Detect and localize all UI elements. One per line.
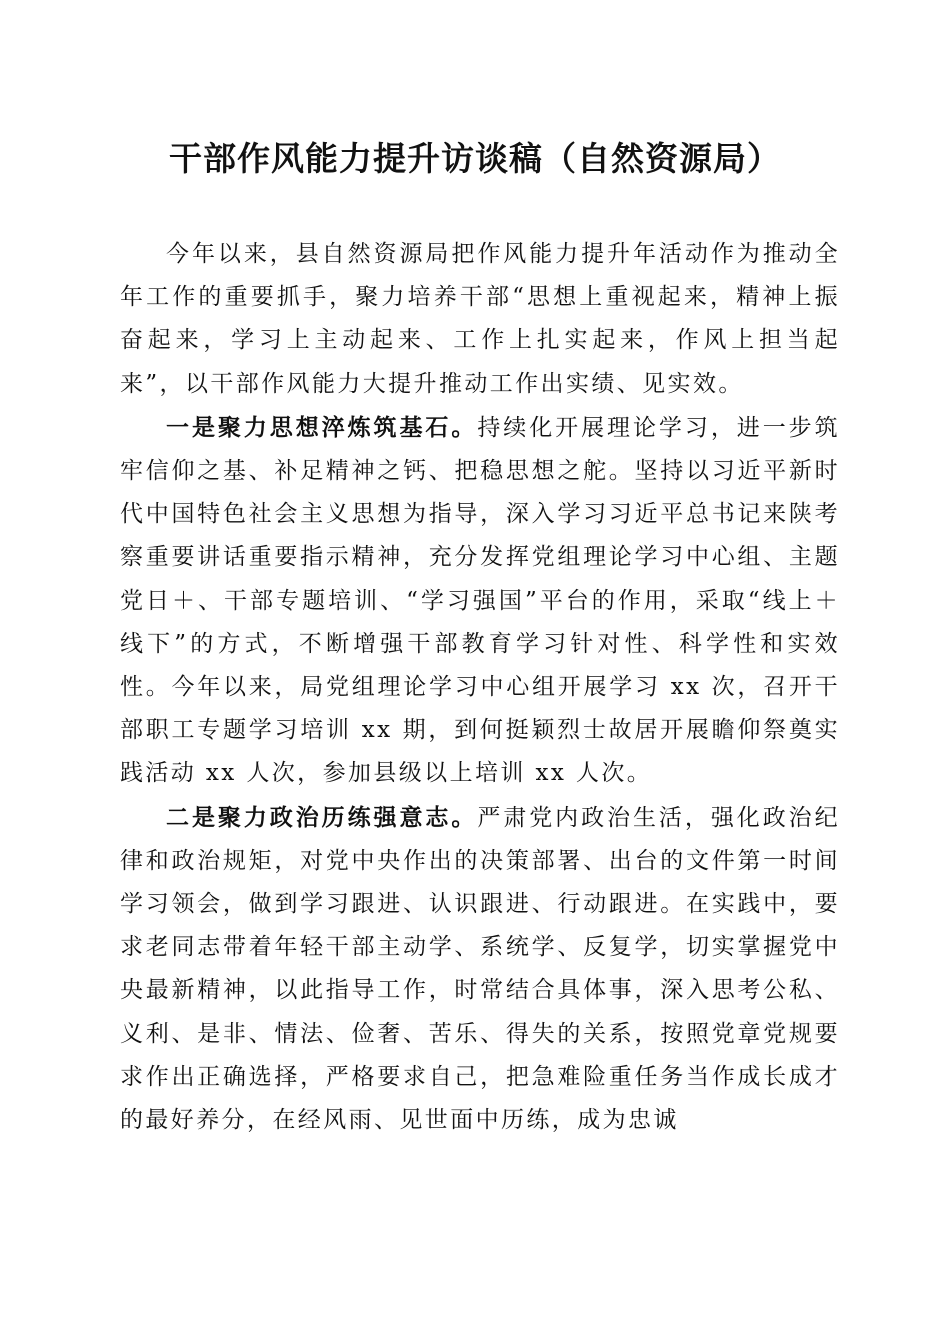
document-title: 干部作风能力提升访谈稿（自然资源局）	[169, 139, 781, 178]
paragraph-text: 今年以来，县自然资源局把作风能力提升年活动作为推动全年工作的重要抓手，聚力培养干部“思想上重视起来，精神上振奋起来，学习上主动起来、工作上扎实起来，作风上担当起来”，以干部作风能力大提升推动工作出实绩、见实效。	[120, 241, 840, 397]
paragraph-text: 严肃党内政治生活，强化政治纪律和政治规矩，对党中央作出的决策部署、出台的文件第一时间学习领会，做到学习跟进、认识跟进、行动跟进。在实践中，要求老同志带着年轻干部主动学、系统学、反复学，切实掌握党中央最新精神，以此指导工作，时常结合具体事，深入思考公私、义利、是非、情法、俭奢、苦乐、得失的关系，按照党章党规要求作出正确选择，严格要求自己，把急难险重任务当作成长成才的最好养分，在经风雨、见世面中历练，成为忠诚	[120, 804, 840, 1134]
paragraph-lead-heading: 二是聚力政治历练强意志。	[166, 803, 478, 831]
document-body	[120, 233, 840, 1142]
paragraph-lead-heading: 一是聚力思想淬炼筑基石。	[166, 413, 478, 441]
paragraph-text: 持续化开展理论学习，进一步筑牢信仰之基、补足精神之钙、把稳思想之舵。坚持以习近平新时代中国特色社会主义思想为指导，深入学习习近平总书记来陕考察重要讲话重要指示精神，充分发挥党组理论学习中心组、主题党日＋、干部专题培训、“学习强国”平台的作用，采取“线上＋线下”的方式，不断增强干部教育学习针对性、科学性和实效性。今年以来，局党组理论学习中心组开展学习 xx 次，召开干部职工专题学习培训 xx 期，到何挺颖烈士故居开展瞻仰祭奠实践活动 xx 人次，参加县级以上培训 xx 人次。	[120, 414, 840, 787]
paragraph-ideological-training	[120, 406, 840, 796]
paragraph-intro	[120, 233, 840, 406]
paragraph-political-training	[120, 796, 840, 1143]
